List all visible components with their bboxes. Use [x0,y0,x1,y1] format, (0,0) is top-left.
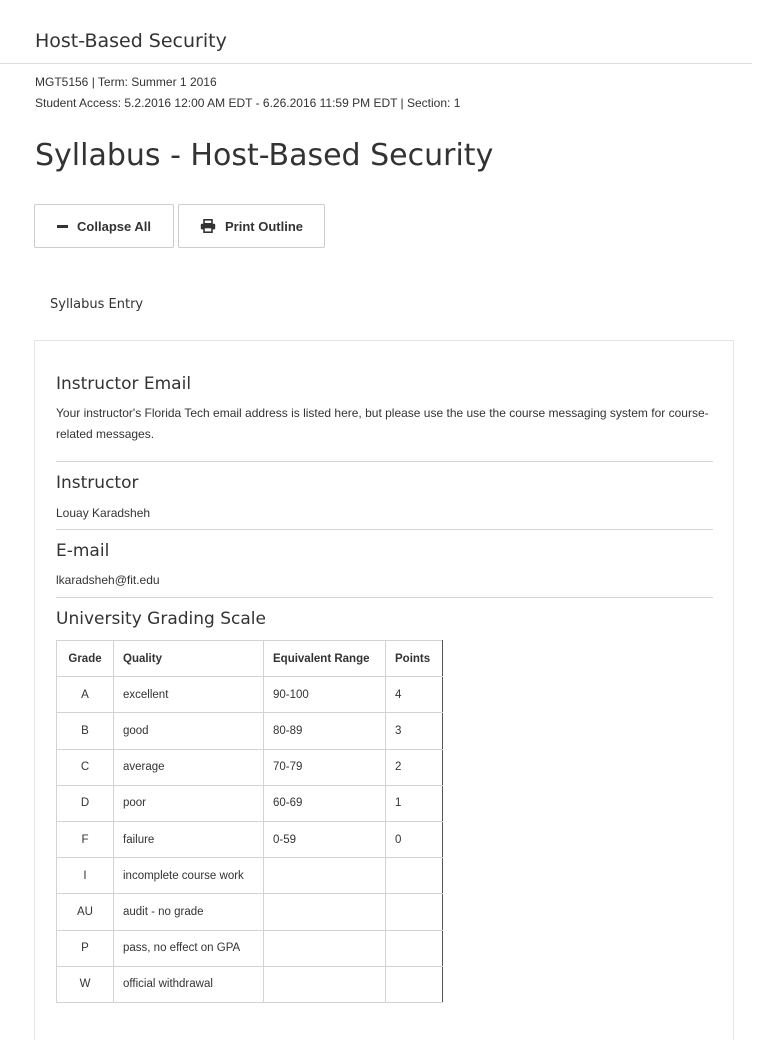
range-cell: 70-79 [264,749,386,785]
table-row [57,930,443,966]
quality-cell: failure [114,821,264,857]
quality-cell: average [114,749,264,785]
quality-cell: excellent [114,677,264,713]
quality-cell: good [114,713,264,749]
points-cell [386,894,443,930]
table-row [57,966,443,1002]
table-row [57,785,443,821]
table-row [57,749,443,785]
points-cell [386,930,443,966]
quality-cell: poor [114,785,264,821]
grade-cell: B [57,713,114,749]
range-cell [264,966,386,1002]
column-header-grade: Grade [57,641,114,677]
table-header-row [57,641,443,677]
column-header-quality: Quality [114,641,264,677]
collapse-all-button[interactable] [34,204,174,248]
range-cell: 90-100 [264,677,386,713]
course-meta-term: MGT5156 | Term: Summer 1 2016 [35,75,217,89]
section-divider [56,529,713,530]
grade-cell: I [57,858,114,894]
table-row [57,821,443,857]
section-divider [56,461,713,462]
points-cell: 0 [386,821,443,857]
points-cell: 4 [386,677,443,713]
instructor-email-title: Instructor Email [56,374,192,394]
instructor-email-text: Your instructor's Florida Tech email address is listed here, but please use the use the course messaging system for course-related messages. [56,406,709,441]
table-row [57,858,443,894]
column-header-range: Equivalent Range [264,641,386,677]
syllabus-entry-label: Syllabus Entry [50,297,144,312]
table-row [57,713,443,749]
points-cell [386,858,443,894]
range-cell: 80-89 [264,713,386,749]
points-cell: 3 [386,713,443,749]
points-cell: 1 [386,785,443,821]
grade-cell: P [57,930,114,966]
course-meta-access: Student Access: 5.2.2016 12:00 AM EDT - 6.26.2016 11:59 PM EDT | Section: 1 [35,96,461,110]
quality-cell: official withdrawal [114,966,264,1002]
instructor-title: Instructor [56,473,139,493]
instructor-email-address: lkaradsheh@fit.edu [56,573,160,587]
grade-cell: D [57,785,114,821]
email-title: E-mail [56,541,110,561]
course-header [0,0,752,64]
range-cell: 60-69 [264,785,386,821]
grade-cell: F [57,821,114,857]
range-cell [264,894,386,930]
grade-cell: AU [57,894,114,930]
range-cell [264,930,386,966]
grading-scale-table [56,640,443,1003]
grade-cell: C [57,749,114,785]
column-header-points: Points [386,641,443,677]
print-outline-label: Print Outline [225,218,303,234]
printer-icon [200,219,216,233]
course-title: Host-Based Security [35,30,227,52]
instructor-name: Louay Karadsheh [56,506,151,520]
table-row [57,894,443,930]
grade-cell: W [57,966,114,1002]
range-cell: 0-59 [264,821,386,857]
collapse-all-label: Collapse All [77,218,151,234]
points-cell [386,966,443,1002]
page-title: Syllabus - Host-Based Security [35,138,494,173]
minus-icon [57,221,68,232]
quality-cell: audit - no grade [114,894,264,930]
table-row [57,677,443,713]
quality-cell: pass, no effect on GPA [114,930,264,966]
print-outline-button[interactable] [178,204,325,248]
quality-cell: incomplete course work [114,858,264,894]
range-cell [264,858,386,894]
section-divider [56,597,713,598]
grade-cell: A [57,677,114,713]
points-cell: 2 [386,749,443,785]
grading-scale-title: University Grading Scale [56,609,266,629]
